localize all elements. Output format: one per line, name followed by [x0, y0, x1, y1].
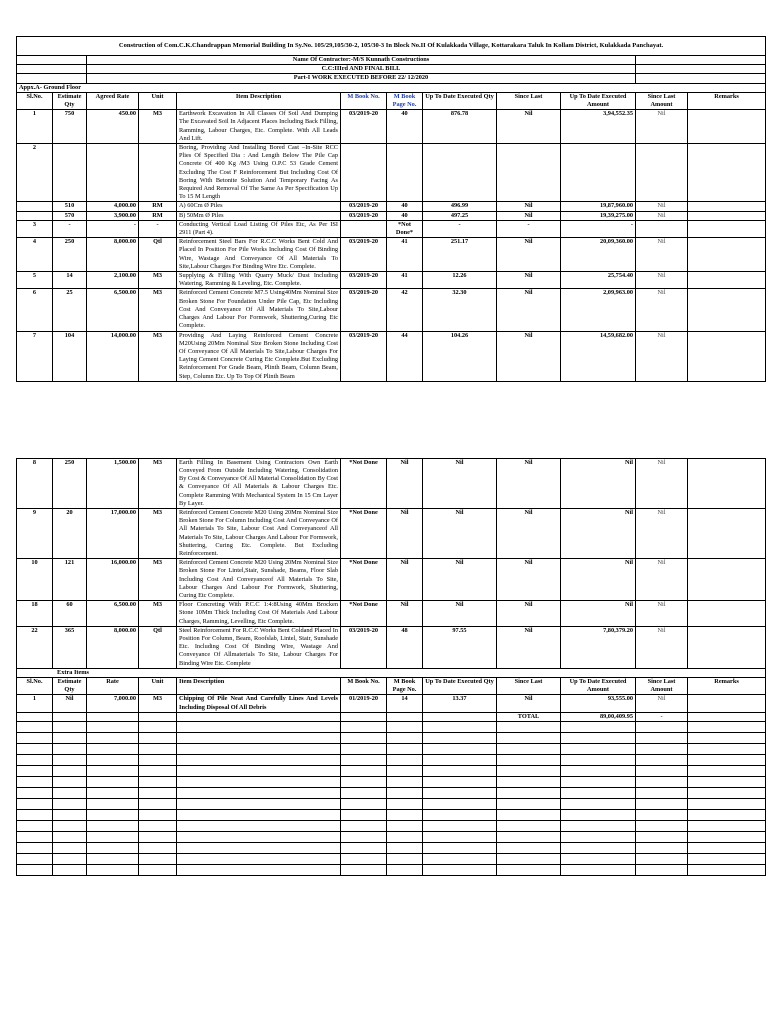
item-upto-qty: 496.99	[423, 202, 497, 211]
item-unit: M3	[139, 559, 177, 601]
item-upto-amount: 20,09,360.00	[561, 238, 636, 272]
item-mbook-page: 48	[387, 626, 423, 668]
item-remarks	[688, 626, 766, 668]
extra-col-desc: Item Description	[177, 678, 341, 695]
blank-row	[17, 766, 766, 777]
total-row	[17, 712, 766, 721]
item-estimate-qty: Nil	[53, 695, 87, 712]
item-since-last: Nil	[497, 331, 561, 381]
item-since-last-amount: Nil	[636, 331, 688, 381]
item-mbook-page: Nil	[387, 601, 423, 627]
item-mbook-page: 40	[387, 211, 423, 220]
item-slno: 7	[17, 331, 53, 381]
col-unit: Unit	[139, 92, 177, 109]
item-description: Supplying & Filling With Quarry Muck/ Dust Including Watering, Ramming & Leveling, Etc. Complete.	[177, 272, 341, 289]
item-estimate-qty: 750	[53, 110, 87, 144]
table-row	[17, 601, 766, 627]
item-since-last-amount: Nil	[636, 289, 688, 331]
item-description: B) 50Mm Ø Piles	[177, 211, 341, 220]
item-mbook-page: 44	[387, 331, 423, 381]
item-since-last-amount: Nil	[636, 458, 688, 508]
item-upto-amount	[561, 144, 636, 202]
blank-row	[17, 810, 766, 821]
item-upto-amount: 14,59,682.00	[561, 331, 636, 381]
item-upto-qty	[423, 144, 497, 202]
item-since-last-amount: Nil	[636, 508, 688, 558]
item-upto-amount: 25,754.40	[561, 272, 636, 289]
item-slno: 4	[17, 238, 53, 272]
item-estimate-qty: 104	[53, 331, 87, 381]
item-since-last: -	[497, 220, 561, 237]
extra-column-header-row	[17, 678, 766, 695]
item-estimate-qty: 20	[53, 508, 87, 558]
item-remarks	[688, 110, 766, 144]
item-estimate-qty: 365	[53, 626, 87, 668]
item-slno: 9	[17, 508, 53, 558]
col-since-last-amount: Since Last Amount	[636, 92, 688, 109]
item-upto-qty: Nil	[423, 458, 497, 508]
extra-col-remarks: Remarks	[688, 678, 766, 695]
item-mbook-no: 03/2019-20	[341, 238, 387, 272]
item-mbook-page: 42	[387, 289, 423, 331]
item-unit: M3	[139, 508, 177, 558]
item-mbook-page: 40	[387, 202, 423, 211]
item-remarks	[688, 508, 766, 558]
item-unit: M3	[139, 289, 177, 331]
item-description: Floor Concreting With P.C.C 1:4:8Using 40Mm Brocken Stone 10Mm Thick Including Cost Of Materials And Labour Charges, Ramming, Levelling, Etc Complete.	[177, 601, 341, 627]
item-upto-qty: 876.78	[423, 110, 497, 144]
total-label: TOTAL	[497, 712, 561, 721]
item-since-last-amount: Nil	[636, 238, 688, 272]
blank-row	[17, 799, 766, 810]
item-since-last-amount: Nil	[636, 601, 688, 627]
item-upto-qty: 12.26	[423, 272, 497, 289]
item-slno	[17, 211, 53, 220]
item-remarks	[688, 601, 766, 627]
item-upto-qty: 13.37	[423, 695, 497, 712]
item-estimate-qty: 121	[53, 559, 87, 601]
extra-item-row	[17, 695, 766, 712]
item-estimate-qty	[53, 144, 87, 202]
item-unit: Qtl	[139, 238, 177, 272]
extra-col-est-qty: Estimate Qty	[53, 678, 87, 695]
item-mbook-page: Nil	[387, 508, 423, 558]
item-mbook-no: *Not Done	[341, 559, 387, 601]
item-mbook-no: 01/2019-20	[341, 695, 387, 712]
item-slno: 2	[17, 144, 53, 202]
total-since-last: -	[636, 712, 688, 721]
item-mbook-page: *Not Done*	[387, 220, 423, 237]
blank-row	[17, 843, 766, 854]
item-mbook-no: 03/2019-20	[341, 202, 387, 211]
item-remarks	[688, 211, 766, 220]
blank-row	[17, 821, 766, 832]
item-estimate-qty: 570	[53, 211, 87, 220]
item-upto-qty: Nil	[423, 508, 497, 558]
section-extra-items: Extra Items	[17, 668, 766, 677]
blank-row	[17, 832, 766, 843]
item-since-last-amount: Nil	[636, 559, 688, 601]
item-rate: 3,900.00	[87, 211, 139, 220]
project-title: Construction of Com.C.K.Chandrappan Memorial Building In Sy.No. 105/29,105/30-2, 105/30-3 In Block No.II Of Kulakkada Village, Kottarakara Taluk In Kollam District, Kulakkada Panchayat.	[17, 37, 766, 56]
item-description: Reinforced Cement Concrete M7.5 Using40Mm Nominal Size Broken Stone For Foundation Under Pile Cap, Etc Including Cost And Conveyance Of All Materials To Site,Labour Charges And Labour For Formwork, Shuttering,Curing Etc Complete.	[177, 289, 341, 331]
item-upto-qty: 97.55	[423, 626, 497, 668]
item-since-last: Nil	[497, 202, 561, 211]
item-mbook-page: 14	[387, 695, 423, 712]
blank-row	[17, 744, 766, 755]
item-since-last-amount: Nil	[636, 110, 688, 144]
item-upto-amount: Nil	[561, 601, 636, 627]
item-unit: M3	[139, 272, 177, 289]
table-row	[17, 458, 766, 508]
item-mbook-no: 03/2019-20	[341, 272, 387, 289]
item-unit: M3	[139, 458, 177, 508]
item-upto-amount: 7,80,379.20	[561, 626, 636, 668]
total-amount: 89,00,409.95	[561, 712, 636, 721]
item-mbook-no: *Not Done	[341, 458, 387, 508]
page-break-gap	[17, 381, 766, 458]
extra-col-since-last: Since Last	[497, 678, 561, 695]
item-mbook-no: 03/2019-20	[341, 211, 387, 220]
item-description: Reinforced Cement Concrete M20 Using 20Mm Nominal Size Broken Stone For Column Including Cost And Conveyance Of All Materials To Site, Labour Cost And Conveyanceof All Materials To Site, Labour Charges And Labour For Formwork, Shuttering, Curing Etc. Complete. But Excluding Reinforcement.	[177, 508, 341, 558]
item-since-last: Nil	[497, 626, 561, 668]
item-remarks	[688, 695, 766, 712]
item-slno	[17, 202, 53, 211]
item-description: Conducting Vertical Load Listing Of Piles Etc, As Per ISI 2911 (Part 4).	[177, 220, 341, 237]
item-mbook-no: 03/2019-20	[341, 289, 387, 331]
table-row	[17, 508, 766, 558]
col-upto-qty: Up To Date Executed Qty	[423, 92, 497, 109]
table-row	[17, 559, 766, 601]
item-estimate-qty: 510	[53, 202, 87, 211]
col-remarks: Remarks	[688, 92, 766, 109]
item-since-last-amount: Nil	[636, 272, 688, 289]
item-mbook-page: Nil	[387, 559, 423, 601]
item-since-last: Nil	[497, 289, 561, 331]
item-since-last: Nil	[497, 508, 561, 558]
item-rate: 17,000.00	[87, 508, 139, 558]
item-rate: 450.00	[87, 110, 139, 144]
item-mbook-no: 03/2019-20	[341, 331, 387, 381]
item-since-last: Nil	[497, 458, 561, 508]
item-mbook-no	[341, 220, 387, 237]
col-upto-amount: Up To Date Executed Amount	[561, 92, 636, 109]
item-upto-amount: 3,94,552.35	[561, 110, 636, 144]
item-slno: 10	[17, 559, 53, 601]
item-upto-qty: -	[423, 220, 497, 237]
item-remarks	[688, 289, 766, 331]
item-remarks	[688, 238, 766, 272]
blank-row	[17, 788, 766, 799]
item-upto-amount: 19,39,275.00	[561, 211, 636, 220]
col-estimate-qty: Estimate Qty	[53, 92, 87, 109]
extra-col-rate: Rate	[87, 678, 139, 695]
item-rate: 8,000.00	[87, 626, 139, 668]
blank-row	[17, 733, 766, 744]
table-row	[17, 238, 766, 272]
item-estimate-qty: 25	[53, 289, 87, 331]
item-description: Steel Reinforcement For R.C.C Works Bent Coldand Placed In Position For Column, Beam, Roofslab, Lintel, Stair, Sunshade Etc. Including Cost Of Binding Wire, Wastage And Conveyance Of Allmaterials To Site, Labour Charges For Binding Wire Etc. Complete	[177, 626, 341, 668]
item-description: A) 60Cm Ø Piles	[177, 202, 341, 211]
item-unit: M3	[139, 110, 177, 144]
table-row	[17, 202, 766, 211]
item-remarks	[688, 559, 766, 601]
item-since-last-amount	[636, 144, 688, 202]
item-unit: M3	[139, 331, 177, 381]
item-upto-amount: Nil	[561, 559, 636, 601]
item-rate: 2,100.00	[87, 272, 139, 289]
table-row	[17, 211, 766, 220]
item-description: Reinforced Cement Concrete M20 Using 20Mm Nominal Size Broken Stone For Lintel,Stair, Sunshade, Beams, Floor Slab Including Cost And Conveyanceof All Materials To Site, Labour Charges And Labour For Formwork, Shuttering, Curing Etc Complete.	[177, 559, 341, 601]
table-row	[17, 626, 766, 668]
item-upto-qty: Nil	[423, 559, 497, 601]
item-estimate-qty: 250	[53, 458, 87, 508]
item-since-last-amount: Nil	[636, 211, 688, 220]
extra-col-upto-amt: Up To Date Executed Amount	[561, 678, 636, 695]
blank-row	[17, 777, 766, 788]
item-remarks	[688, 220, 766, 237]
item-mbook-page: 40	[387, 110, 423, 144]
item-rate: 16,000.00	[87, 559, 139, 601]
item-mbook-no: 03/2019-20	[341, 626, 387, 668]
item-slno: 3	[17, 220, 53, 237]
item-rate: 7,000.00	[87, 695, 139, 712]
item-rate	[87, 144, 139, 202]
blank-row	[17, 854, 766, 865]
item-since-last: Nil	[497, 211, 561, 220]
item-unit	[139, 144, 177, 202]
item-slno: 1	[17, 110, 53, 144]
extra-col-slno: Sl.No.	[17, 678, 53, 695]
extra-col-since-amt: Since Last Amount	[636, 678, 688, 695]
col-slno: Sl.No.	[17, 92, 53, 109]
bill-title: C.C:IIIrd AND FINAL BILL	[87, 65, 636, 74]
table-row	[17, 289, 766, 331]
item-mbook-page	[387, 144, 423, 202]
item-rate: -	[87, 220, 139, 237]
bill-sheet	[16, 36, 765, 876]
item-description: Earth Filling In Basement Using Contractors Own Earth Conveyed From Outside Including Watering, Consolidation By Cost & Conveyance Of All Material Consolidation By Cost & Conveyance Of All Materials & Labour Charges Etc. Complete Ramming With Mechanical System In 15 Cm Layer By Layer.	[177, 458, 341, 508]
item-upto-amount: 2,09,963.00	[561, 289, 636, 331]
item-rate: 8,000.00	[87, 238, 139, 272]
table-row	[17, 220, 766, 237]
item-since-last-amount	[636, 220, 688, 237]
item-rate: 1,500.00	[87, 458, 139, 508]
item-remarks	[688, 144, 766, 202]
contractor-name: Name Of Contractor:-M/S Kunnath Constructions	[87, 56, 636, 65]
item-since-last: Nil	[497, 238, 561, 272]
item-rate: 6,500.00	[87, 601, 139, 627]
item-description: Boring, Providing And Installing Bored Cast –In-Site RCC Plies Of Specified Dia : And Length Below The Pile Cap Concrete Of 400 Kg /M3 Using O.P.C 53 Grade Cement Excluding The Cost F Reinforcement But Including Cost Of Boring With Betonite Solution And Temporary Facing As Required And Removal Of The Same As Per Specification Up To 15 M Length	[177, 144, 341, 202]
extra-col-unit: Unit	[139, 678, 177, 695]
item-since-last	[497, 144, 561, 202]
extra-col-mbook: M Book No.	[341, 678, 387, 695]
item-estimate-qty: 60	[53, 601, 87, 627]
item-since-last: Nil	[497, 601, 561, 627]
item-since-last: Nil	[497, 272, 561, 289]
item-remarks	[688, 458, 766, 508]
item-upto-amount: 93,555.00	[561, 695, 636, 712]
item-estimate-qty: -	[53, 220, 87, 237]
item-since-last-amount: Nil	[636, 695, 688, 712]
item-upto-amount: Nil	[561, 508, 636, 558]
item-slno: 18	[17, 601, 53, 627]
item-unit: -	[139, 220, 177, 237]
item-since-last: Nil	[497, 559, 561, 601]
item-upto-qty: 497.25	[423, 211, 497, 220]
item-since-last: Nil	[497, 110, 561, 144]
item-mbook-no: *Not Done	[341, 601, 387, 627]
col-agreed-rate: Agreed Rate	[87, 92, 139, 109]
item-estimate-qty: 250	[53, 238, 87, 272]
item-upto-qty: 104.26	[423, 331, 497, 381]
item-estimate-qty: 14	[53, 272, 87, 289]
item-upto-qty: 32.30	[423, 289, 497, 331]
item-since-last: Nil	[497, 695, 561, 712]
table-row	[17, 272, 766, 289]
item-upto-amount: Nil	[561, 458, 636, 508]
item-remarks	[688, 331, 766, 381]
col-since-last: Since Last	[497, 92, 561, 109]
bill-table	[16, 36, 766, 876]
table-row	[17, 144, 766, 202]
item-unit: M3	[139, 601, 177, 627]
item-description: Providing And Laying Reinforced Cement Concrete M20Using 20Mm Nominal Size Broken Stone Including Cost Of Conveyance Of All Materials To Site,Labour Charges For Laying Cement Concrete Curing Etc Complete.But Excluding Reinforcement For Grade Beam, Plinth Beam, Column Beam, Step, Column Etc. Up To Top Of Plinth Beam	[177, 331, 341, 381]
item-slno: 22	[17, 626, 53, 668]
item-remarks	[688, 202, 766, 211]
section-ground-floor: Appx.A- Ground Floor	[17, 83, 766, 92]
item-upto-amount: 19,87,960.00	[561, 202, 636, 211]
item-mbook-no	[341, 144, 387, 202]
item-since-last-amount: Nil	[636, 202, 688, 211]
item-slno: 8	[17, 458, 53, 508]
extra-col-page: M Book Page No.	[387, 678, 423, 695]
blank-row	[17, 722, 766, 733]
column-header-row	[17, 92, 766, 109]
item-rate: 14,000.00	[87, 331, 139, 381]
item-mbook-page: 41	[387, 272, 423, 289]
item-rate: 6,500.00	[87, 289, 139, 331]
item-since-last-amount: Nil	[636, 626, 688, 668]
item-upto-qty: Nil	[423, 601, 497, 627]
item-slno: 5	[17, 272, 53, 289]
extra-col-upto-qty: Up To Date Executed Qty	[423, 678, 497, 695]
item-upto-qty: 251.17	[423, 238, 497, 272]
item-description: Reinforcement Steel Bars For R.C.C Works Bent Cold And Placed In Position For Pile Works Including Cost Of Binding Wire, Wastage And Conveyance Of All Materials To Site,Labour Charges For Binding Wire Etc. Complete.	[177, 238, 341, 272]
item-slno: 6	[17, 289, 53, 331]
item-mbook-page: 41	[387, 238, 423, 272]
bill-part: Part-I WORK EXECUTED BEFORE 22/ 12/2020	[87, 74, 636, 83]
item-unit: Qtl	[139, 626, 177, 668]
col-mbook-page: M Book Page No.	[387, 92, 423, 109]
col-mbook-no: M Book No.	[341, 92, 387, 109]
item-description: Earthwork Excavation In All Classes Of Soil And Dumping The Excavated Soil In Adjacent Places Including Back Filling, Ramming, Labour Charges, Etc. Complete. With All Leads And Lift.	[177, 110, 341, 144]
table-row	[17, 110, 766, 144]
item-slno: 1	[17, 695, 53, 712]
item-description: Chipping Of Pile Neat And Carefully Lines And Levels Including Disposal Of All Debris	[177, 695, 341, 712]
item-mbook-page: Nil	[387, 458, 423, 508]
item-mbook-no: 03/2019-20	[341, 110, 387, 144]
col-item-description: Item Description	[177, 92, 341, 109]
item-unit: RM	[139, 211, 177, 220]
item-unit: M3	[139, 695, 177, 712]
item-upto-amount: -	[561, 220, 636, 237]
blank-row	[17, 865, 766, 876]
table-row	[17, 331, 766, 381]
item-mbook-no: *Not Done	[341, 508, 387, 558]
item-remarks	[688, 272, 766, 289]
item-unit: RM	[139, 202, 177, 211]
item-rate: 4,000.00	[87, 202, 139, 211]
blank-row	[17, 755, 766, 766]
